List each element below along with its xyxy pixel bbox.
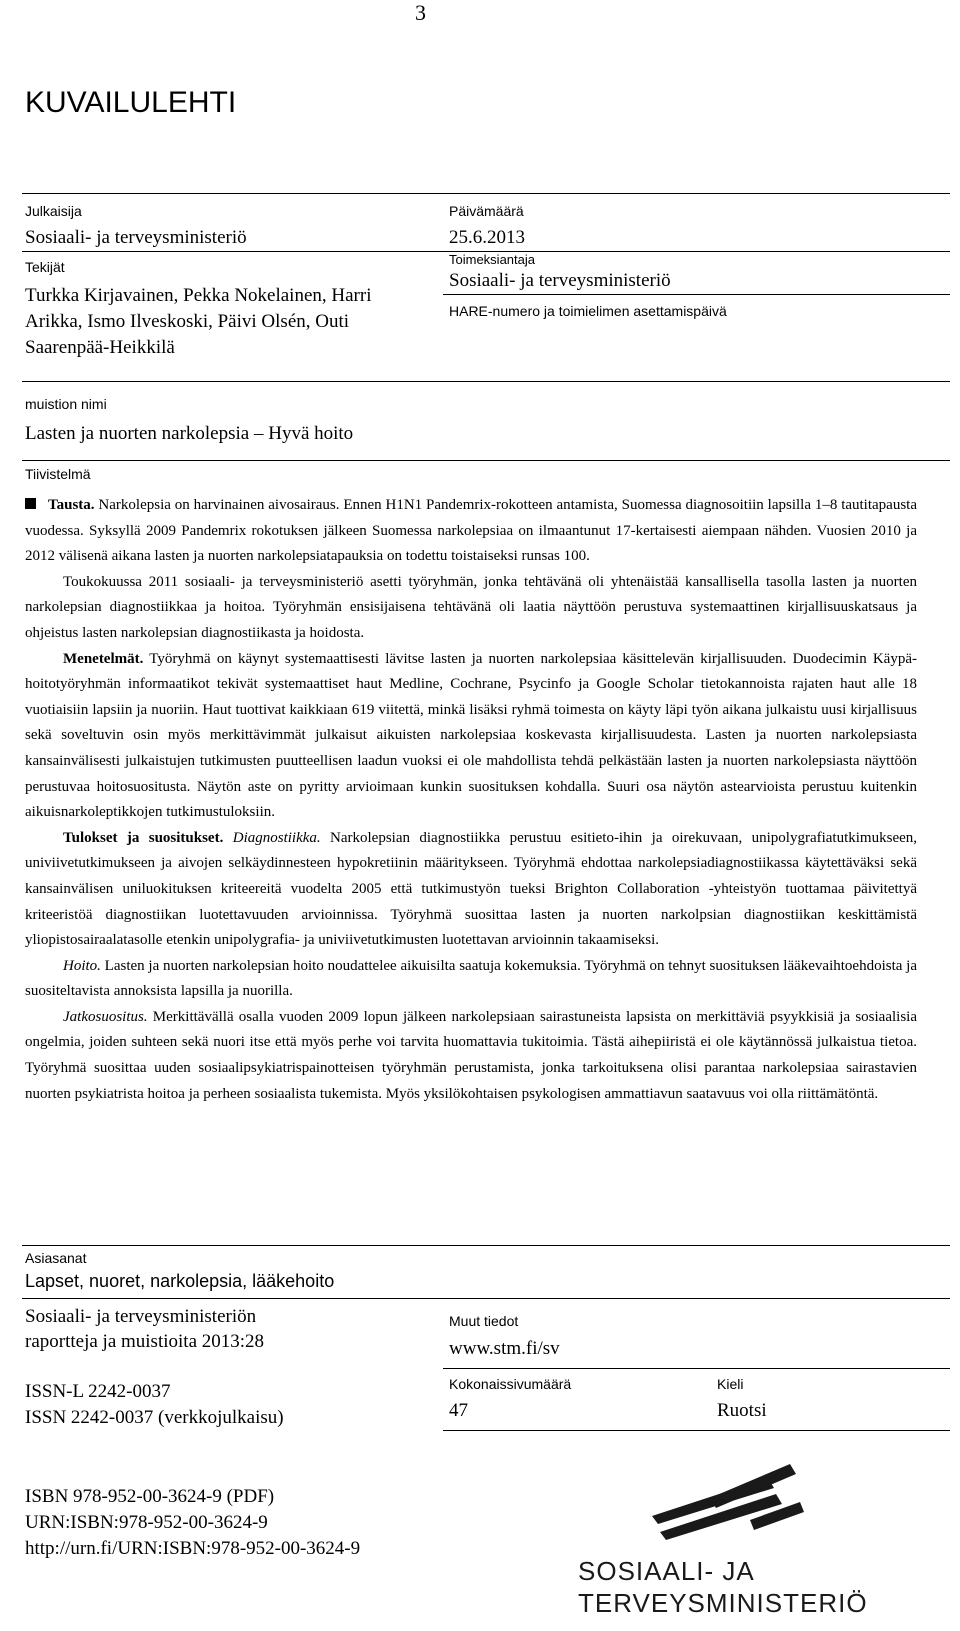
isbn: ISBN 978-952-00-3624-9 (PDF) [25,1486,275,1507]
paragraph-text: Työryhmä on käynyt systemaattisesti lävitse lasten ja nuorten narkolepsiaa käsittelevän kirjallisuuden. Duodecimin Käypä-hoitotyöryhmän informaatikot tekivät systemaattiset haut Medline, Cochrane, Psycinfo ja Google Scholar tietokannoista rajaten haut alle 18 vuotiaisiin lapsiin ja nuoriin. Haut tuottivat kaikkiaan 619 viitettä, minkä lisäksi ryhmä toimesta on käyty läpi työn aikana julkaistu uusi kirjallisuus sekä soveltuvin osin myös merkittävimmät julkaisut aikuisten narkolepsiaa koskevasta kirjallisuudesta. Lasten ja nuorten narkolepsiasta kansainvälisesti julkaistujen tutkimusten puutteellisen laadun vuoksi ei ole mahdollista tehdä pelkästään lasten ja nuorten narkolepsiasta näyttöön perustuvaa hoitosuositusta. Näytön aste on pyritty arvioimaan kunkin suosituksen kohdalla. Suuri osa näytön astearvioista perustuu kuitenkin aikuisnarkoleptikkojen tutkimustuloksiin. [25,650,917,821]
publisher-value: Sosiaali- ja terveysministeriö [25,227,247,248]
logo-text-line: SOSIAALI- JA [578,1556,755,1586]
authors-line: Turkka Kirjavainen, Pekka Nokelainen, Harri [25,285,372,306]
issn: ISSN 2242-0037 (verkkojulkaisu) [25,1407,284,1428]
series-value [25,1304,264,1354]
paragraph-text: Merkittävällä osalla vuoden 2009 lopun jälkeen narkolepsiaan sairastuneista lapsista on merkittäviä psyykkisiä ja sosiaalisia ongelmia, joiden suhteen sekä nuori itse että myös perhe voi tarvita huomattavia tukitoimia. Tästä aihepiiristä ei ole käytännössä julkaistua tietoa. Työryhmä suosittaa uuden sosiaalipsykiatrispainotteisen työryhmän perustamista, jonka tarkoituksena olisi parantaa narkolepsiaa sairastavien nuorten psykiatrista hoitoa ja perheen sosiaalista tukemista. Myös yksilökohtaisen psykologisen ammattiavun saatavuus voi olla riittämätöntä. [25,1008,917,1102]
abstract-paragraph [25,1005,917,1107]
keywords-label: Asiasanat [25,1250,87,1266]
paragraph-text: Lasten ja nuorten narkolepsian hoito noudattelee aikuisilta saatuja kokemuksia. Työryhmä on tehnyt suosituksen lääkevaihtoehdoista ja suositeltavista annoksista lapsilla ja nuorilla. [25,957,917,1000]
series-line: raportteja ja muistioita 2013:28 [25,1331,265,1352]
square-bullet-icon [25,498,36,509]
abstract-paragraph [25,493,917,570]
divider [22,193,950,194]
paragraph-text: Narkolepsia on harvinainen aivosairaus. Ennen H1N1 Pandemrix-rokotteen antamista, Suomessa diagnosoitiin lapsilla 1–8 tautitapausta vuodessa. Syksyllä 2009 Pandemrix rokotuksen jälkeen Suomessa narkolepsiaa on ilmaantunut 17-kertaisesti aiempaan nähden. Vuosien 2010 ja 2012 välisenä aikana lasten ja nuorten narkolepsiatapauksia on todettu toistaiseksi runsas 100. [25,497,917,565]
summary-label: Tiivistelmä [25,466,91,482]
section-heading: Tulokset ja suositukset. [63,829,224,846]
issn-l: ISSN-L 2242-0037 [25,1381,171,1402]
subsection-heading: Jatkosuositus. [63,1008,148,1025]
abstract [25,493,917,1107]
divider [443,294,950,295]
hare-label: HARE-numero ja toimielimen asettamispäivä [449,303,727,319]
date-label: Päivämäärä [449,203,524,219]
title-label: muistion nimi [25,396,107,412]
logo-emblem-icon [650,1458,810,1544]
subsection-heading: Hoito. [63,957,101,974]
other-info-label: Muut tiedot [449,1313,519,1329]
divider [22,1245,950,1246]
abstract-paragraph [25,647,917,826]
ministry-logo [578,1458,928,1628]
divider [22,1298,950,1299]
language-label: Kieli [717,1376,744,1392]
commissioner-label: Toimeksiantaja [449,252,535,267]
page-count-label: Kokonaissivumäärä [449,1376,572,1392]
commissioner-value: Sosiaali- ja terveysministeriö [449,270,671,291]
keywords-value: Lapset, nuoret, narkolepsia, lääkehoito [25,1271,335,1291]
report-title: Lasten ja nuorten narkolepsia – Hyvä hoito [25,423,354,444]
logo-text-line: TERVEYSMINISTERIÖ [578,1588,868,1618]
divider [22,460,950,461]
divider [22,381,950,382]
page-number: 3 [415,0,426,25]
authors-line: Saarenpää-Heikkilä [25,337,175,358]
divider [443,1430,950,1431]
urn: URN:ISBN:978-952-00-3624-9 [25,1512,268,1533]
divider [443,1368,950,1369]
section-heading: Tausta. [48,497,95,513]
date-value: 25.6.2013 [449,227,525,248]
paragraph-text: Narkolepsian diagnostiikka perustuu esitieto-ihin ja oirekuvaan, unipolygrafiatutkimukseen, univiivetutkimukseen ja aivojen selkäydinnesteen hypokretiinin määritykseen. Työryhmä ehdottaa narkolepsiadiagnostiikassa käytettäväksi sekä kansainvälisen uniluokituksen kriteereitä vuodelta 2005 että tutkimustyön tueksi Brighton Collaboration -yhteistyön tuottamaa päivitettyä kriteeristöä diagnostiikan luotettavuuden arvioinnissa. Työryhmä suosittaa lasten ja nuorten narkolpsian diagnostiikan keskittämistä yliopistosairaalatasolle etenkin unipolygrafia- ja univiivetutkimusten luotettavan arvioinnin takaamiseksi. [25,829,918,949]
language-value: Ruotsi [717,1400,767,1421]
other-info-value[interactable]: www.stm.fi/sv [449,1338,560,1359]
series-line: Sosiaali- ja terveysministeriön [25,1306,257,1327]
abstract-paragraph [25,826,917,954]
authors-label: Tekijät [25,259,65,275]
section-heading: Menetelmät. [63,650,144,667]
abstract-paragraph: Toukokuussa 2011 sosiaali- ja terveysministeriö asetti työryhmän, jonka tehtävänä oli yhtenäistää kansallisella tasolla lasten ja nuorten narkolepsian diagnostiikkaa ja hoitoa. Työryhmän ensisijaisena tehtävänä oli laatia näyttöön perustuva systemaattinen kirjallisuuskatsaus ja ohjeistus lasten narkolepsian diagnostiikasta ja hoidosta. [25,573,917,641]
urn-link[interactable]: http://urn.fi/URN:ISBN:978-952-00-3624-9 [25,1538,361,1559]
issn-block [25,1379,284,1431]
subsection-heading: Diagnostiikka. [232,829,321,846]
page-heading: KUVAILULEHTI [25,86,237,119]
authors-value [25,283,371,361]
page-count-value: 47 [449,1400,468,1421]
isbn-block [25,1484,360,1562]
abstract-paragraph [25,954,917,1005]
authors-line: Arikka, Ismo Ilveskoski, Päivi Olsén, Outi [25,311,350,332]
publisher-label: Julkaisija [25,203,82,219]
